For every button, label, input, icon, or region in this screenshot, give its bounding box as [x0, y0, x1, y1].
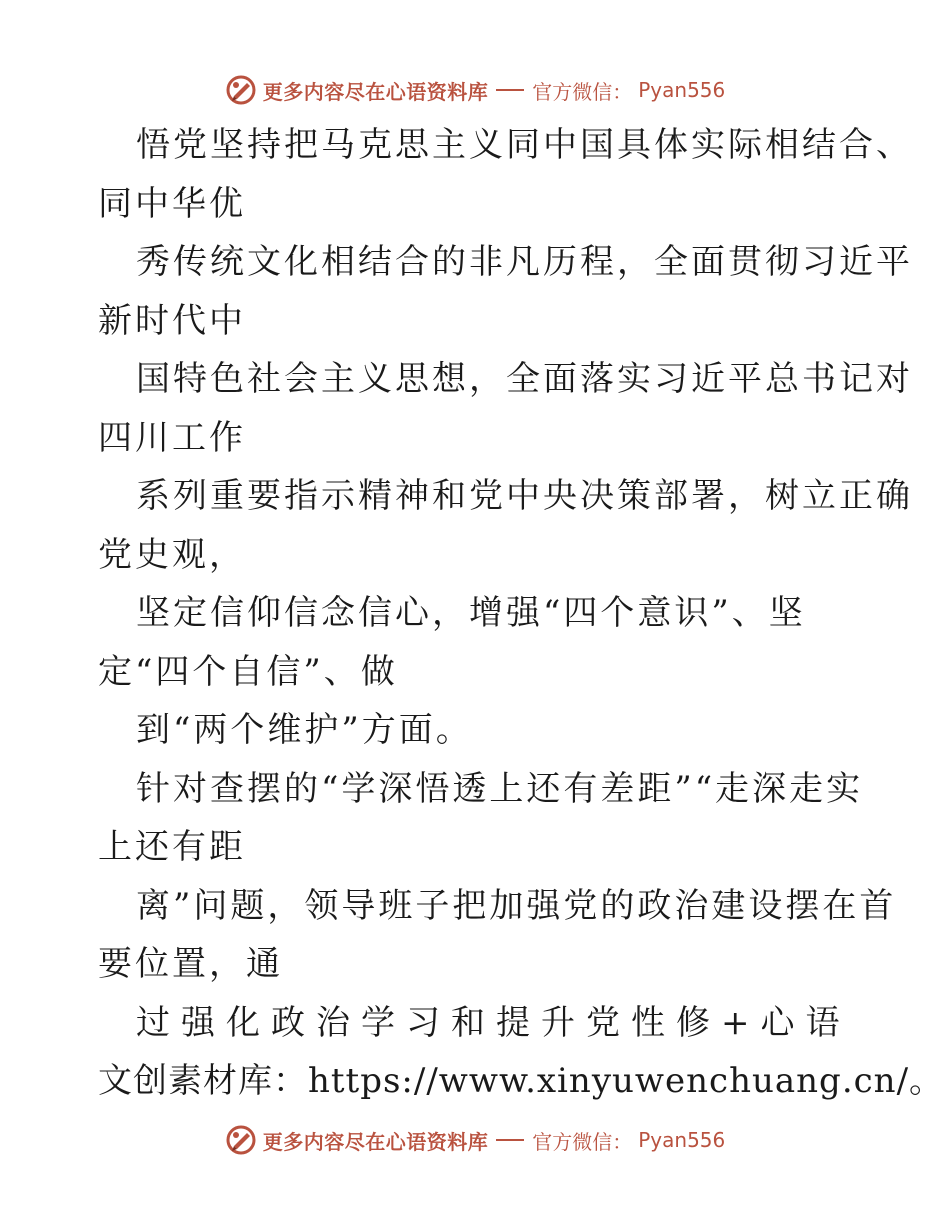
body-line-5: 国特色社会主义思想，全面落实习近平总书记对	[136, 359, 913, 399]
watermark-label: 官方微信：	[532, 1129, 633, 1154]
watermark-brand-text: 更多内容尽在心语资料库	[262, 79, 489, 104]
body-line-14: 离”问题，领导班子把加强党的政治建设摆在首	[136, 885, 897, 926]
footer-watermark	[0, 1120, 950, 1160]
body-line-16: 过强化政治学习和提升党性修+心语	[136, 1002, 851, 1043]
body-line-1: 悟党坚持把马克思主义同中国具体实际相结合、	[136, 125, 913, 165]
watermark-label: 官方微信：	[532, 79, 633, 104]
watermark-dash	[496, 89, 524, 91]
body-line-11: 到“两个维护”方面。	[136, 710, 473, 750]
body-line-17: 文创素材库：https://www.xinyuwenchuang.cn/。	[98, 1061, 945, 1101]
body-line-3: 秀传统文化相结合的非凡历程，全面贯彻习近平	[136, 242, 913, 282]
body-line-8: 党史观，	[98, 534, 246, 575]
body-line-7: 系列重要指示精神和党中央决策部署，树立正确	[136, 476, 913, 516]
header-watermark	[0, 70, 950, 110]
body-line-12: 针对查摆的“学深悟透上还有差距”“走深走实	[136, 768, 864, 809]
body-line-9: 坚定信仰信念信心，增强“四个意识”、坚	[136, 593, 806, 633]
watermark-brand-text: 更多内容尽在心语资料库	[262, 1129, 489, 1154]
body-line-10: 定“四个自信”、做	[98, 651, 398, 692]
watermark-dash	[496, 1139, 524, 1141]
body-line-6: 四川工作	[98, 417, 246, 458]
body-line-4: 新时代中	[98, 300, 246, 341]
body-line-2: 同中华优	[98, 183, 246, 224]
watermark-id: Pyan556	[638, 78, 726, 102]
brand-logo-icon	[225, 74, 257, 106]
body-line-13: 上还有距	[98, 827, 246, 867]
watermark-id: Pyan556	[638, 1128, 726, 1152]
brand-logo-icon	[225, 1124, 257, 1156]
document-body	[98, 116, 945, 1111]
body-line-15: 要位置，通	[98, 944, 283, 984]
